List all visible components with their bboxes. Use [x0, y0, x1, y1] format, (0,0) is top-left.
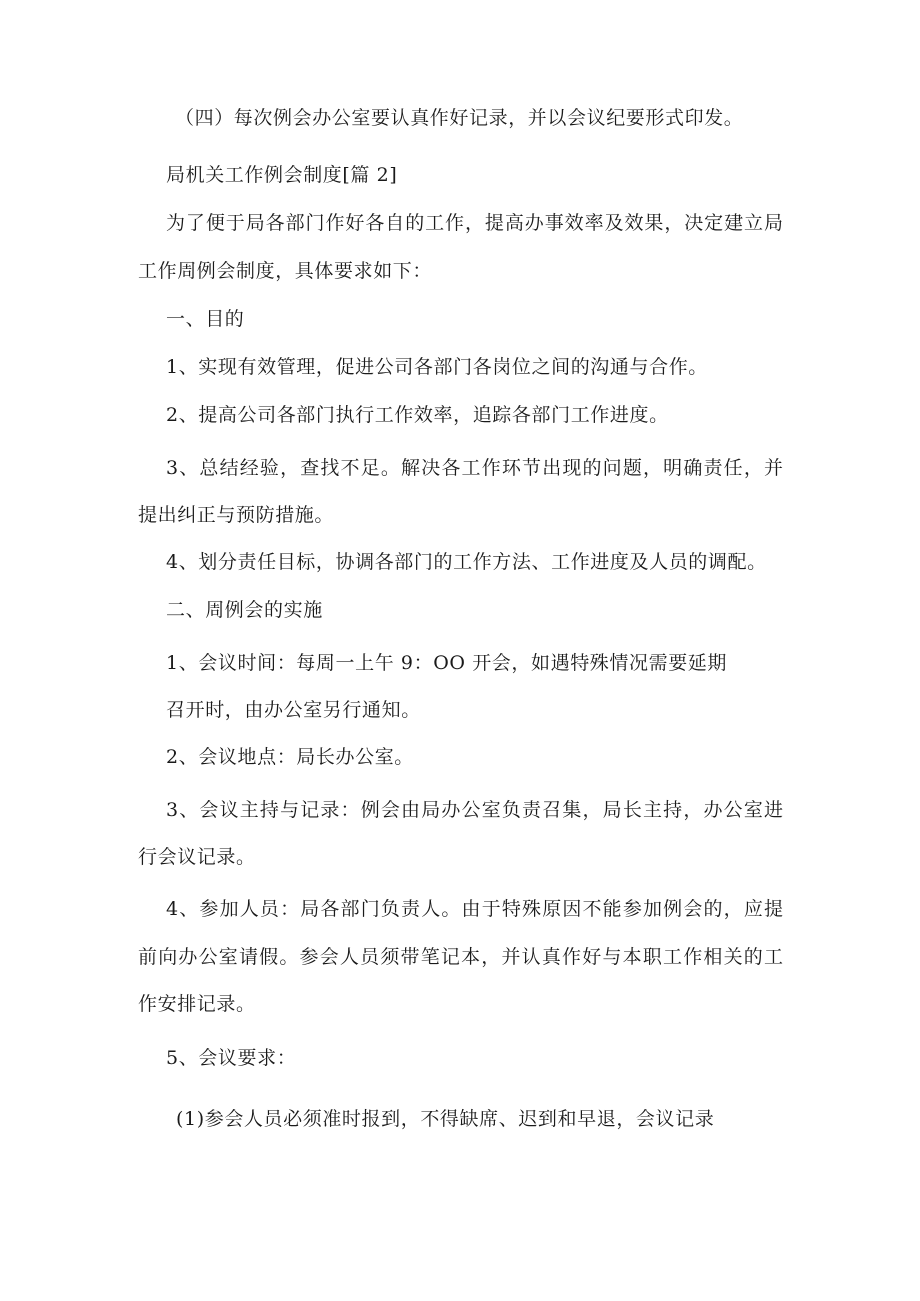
paragraph-line-1: （四）每次例会办公室要认真作好记录，并以会议纪要形式印发。 [175, 107, 744, 129]
paragraph-line-19: 作安排记录。 [138, 993, 256, 1015]
paragraph-line-15: 3、会议主持与记录：例会由局办公室负责召集，局长主持，办公室进 [166, 799, 783, 821]
paragraph-line-7: 2、提高公司各部门执行工作效率，追踪各部门工作进度。 [166, 404, 669, 426]
paragraph-line-8: 3、总结经验，查找不足。解决各工作环节出现的问题，明确责任，并 [166, 457, 783, 479]
paragraph-line-9: 提出纠正与预防措施。 [138, 504, 335, 526]
paragraph-line-20: 5、会议要求： [166, 1047, 297, 1069]
paragraph-line-3: 为了便于局各部门作好各自的工作，提高办事效率及效果，决定建立局 [166, 212, 783, 234]
paragraph-line-4: 工作周例会制度，具体要求如下： [138, 260, 433, 282]
section-heading: 局机关工作例会制度[篇 2] [166, 164, 398, 186]
paragraph-line-16: 行会议记录。 [138, 846, 256, 868]
paragraph-line-21: (1)参会人员必须准时报到，不得缺席、迟到和早退，会议记录 [176, 1108, 715, 1130]
paragraph-line-17: 4、参加人员：局各部门负责人。由于特殊原因不能参加例会的，应提 [166, 898, 783, 920]
paragraph-line-10: 4、划分责任目标，协调各部门的工作方法、工作进度及人员的调配。 [166, 551, 767, 573]
heading-implementation: 二、周例会的实施 [166, 599, 323, 621]
paragraph-line-18: 前向办公室请假。参会人员须带笔记本，并认真作好与本职工作相关的工 [138, 946, 783, 968]
paragraph-line-12: 1、会议时间：每周一上午 9：OO 开会，如遇特殊情况需要延期 [166, 652, 728, 674]
paragraph-line-14: 2、会议地点：局长办公室。 [166, 746, 414, 768]
paragraph-line-13: 召开时，由办公室另行通知。 [166, 699, 421, 721]
paragraph-line-6: 1、实现有效管理，促进公司各部门各岗位之间的沟通与合作。 [166, 356, 708, 378]
heading-purpose: 一、目的 [166, 308, 245, 330]
